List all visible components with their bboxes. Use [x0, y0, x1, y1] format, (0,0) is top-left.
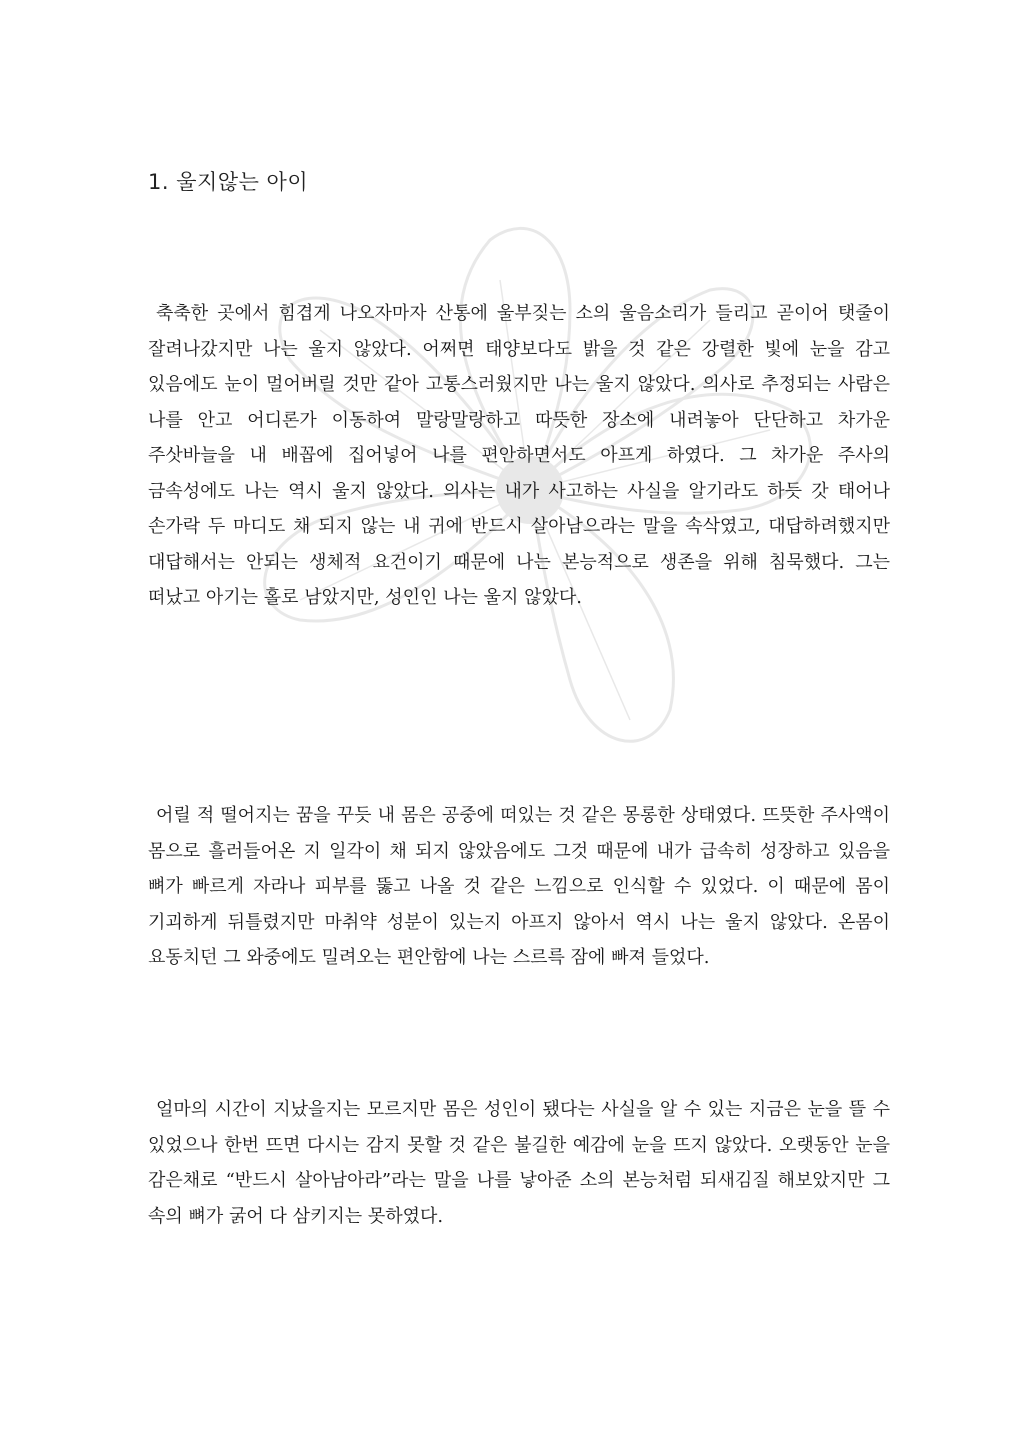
- paragraph: 축축한 곳에서 힘겹게 나오자마자 산통에 울부짖는 소의 울음소리가 들리고 곧이어 탯줄이 잘려나갔지만 나는 울지 않았다. 어쩌면 태양보다도 밝을 것 같은 강렬한 빛에 눈을 감고 있음에도 눈이 멀어버릴 것만 같아 고통스러웠지만 나는 울지 않았다. 의사로 추정되는 사람은 나를 안고 어디론가 이동하여 말랑말랑하고 따뜻한 장소에 내려놓아 단단하고 차가운 주삿바늘을 내 배꼽에 집어넣어 나를 편안하면서도 아프게 하였다. 그 차가운 주사의 금속성에도 나는 역시 울지 않았다. 의사는 내가 사고하는 사실을 알기라도 하듯 갓 태어나 손가락 두 마디도 채 되지 않는 내 귀에 반드시 살아남으라는 말을 속삭였고, 대답하려했지만 대답해서는 안되는 생체적 요건이기 때문에 나는 본능적으로 생존을 위해 침묵했다. 그는 떠났고 아기는 홀로 남았지만, 성인인 나는 울지 않았다.: [148, 303, 890, 608]
- page-title: 1. 울지않는 아이: [148, 170, 309, 194]
- paragraph: 어릴 적 떨어지는 꿈을 꾸듯 내 몸은 공중에 떠있는 것 같은 몽롱한 상태였다. 뜨뜻한 주사액이 몸으로 흘러들어온 지 일각이 채 되지 않았음에도 그것 때문에 내가 급속히 성장하고 있음을 뼈가 빠르게 자라나 피부를 뚫고 나올 것 같은 느낌으로 인식할 수 있었다. 이 때문에 몸이 기괴하게 뒤틀렸지만 마취약 성분이 있는지 아프지 않아서 역시 나는 울지 않았다. 온몸이 요동치던 그 와중에도 밀려오는 편안함에 나는 스르륵 잠에 빠져 들었다.: [148, 805, 890, 968]
- paragraph: 얼마의 시간이 지났을지는 모르지만 몸은 성인이 됐다는 사실을 알 수 있는 지금은 눈을 뜰 수 있었으나 한번 뜨면 다시는 감지 못할 것 같은 불길한 예감에 눈을 뜨지 않았다. 오랫동안 눈을 감은채로 “반드시 살아남아라”라는 말을 나를 낳아준 소의 본능처럼 되새김질 해보았지만 그 속의 뼈가 굵어 다 삼키지는 못하였다.: [148, 1099, 890, 1227]
